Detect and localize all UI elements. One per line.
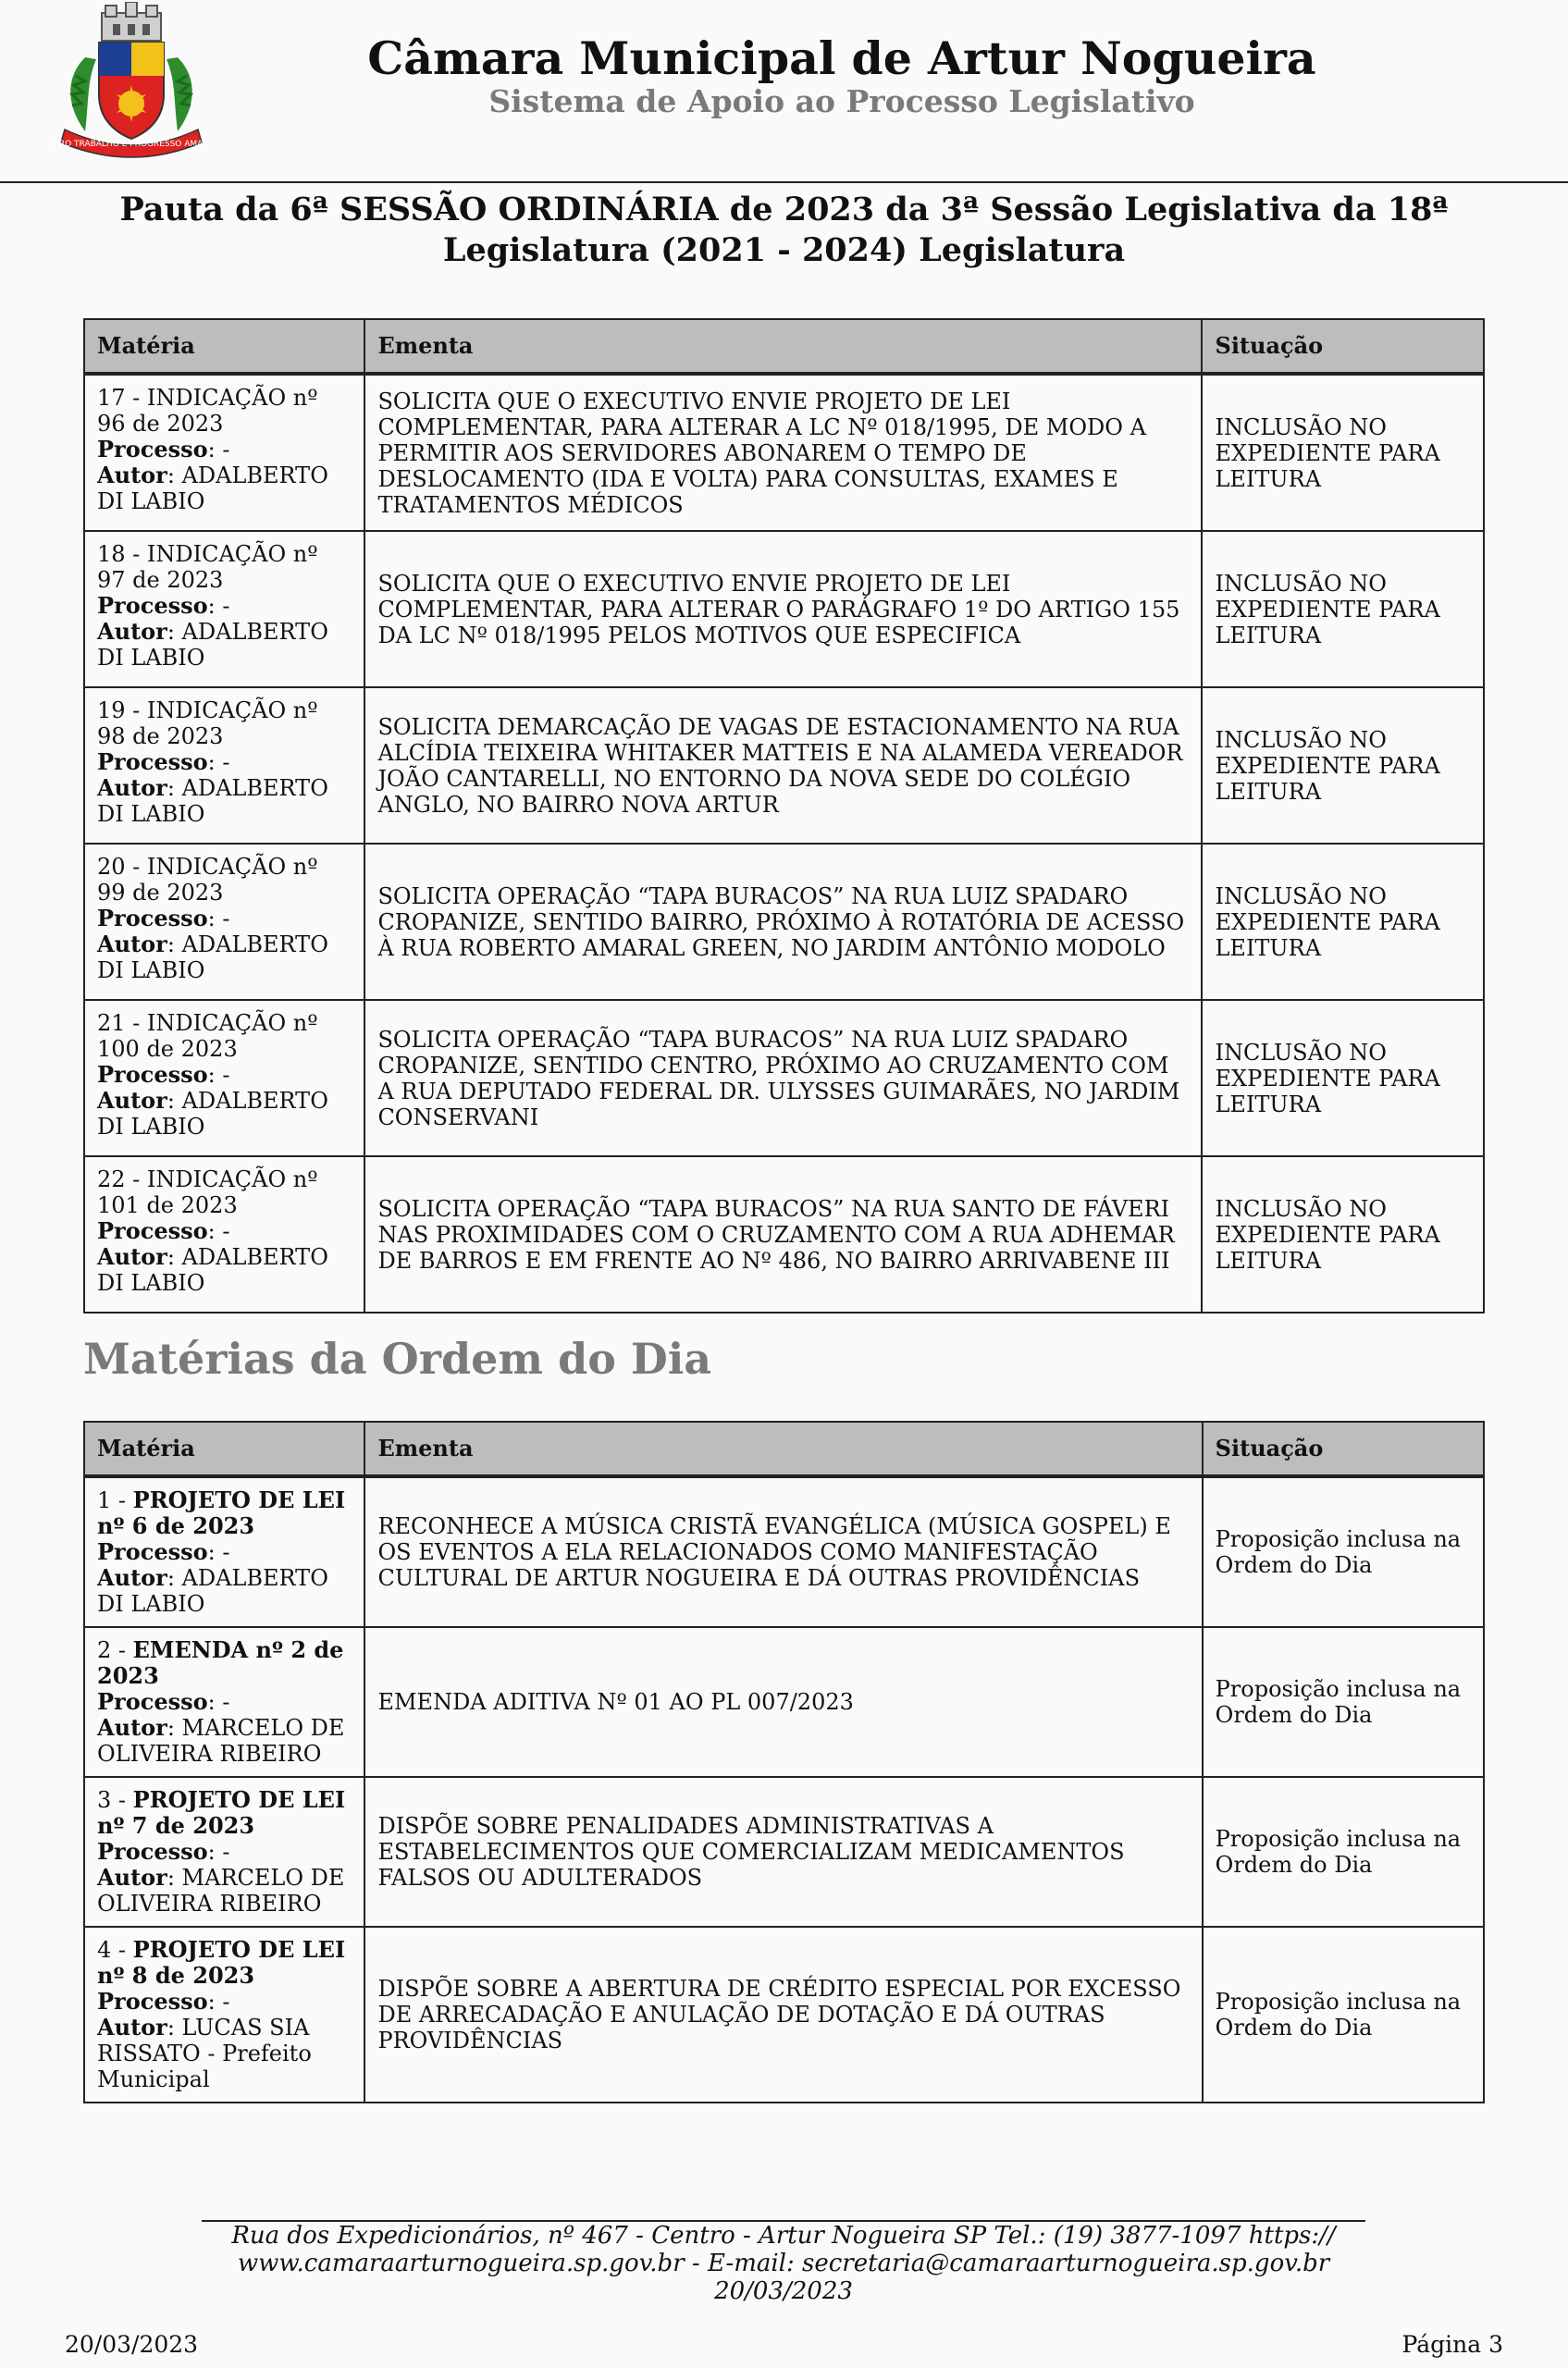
processo-value: - <box>222 1989 230 2015</box>
processo-value: - <box>222 1062 230 1088</box>
autor-value: LUCAS SIA RISSATO - Prefeito Municipal <box>97 2015 312 2092</box>
materia-number: 17 - INDICAÇÃO nº <box>97 385 318 411</box>
ementa-cell: SOLICITA OPERAÇÃO “TAPA BURACOS” NA RUA SANTO DE FÁVERI NAS PROXIMIDADES COM O CRUZAMENTO COM A RUA ADHEMAR DE BARROS E EM FRENTE AO Nº 486, NO BAIRRO ARRIVABENE III <box>364 1156 1202 1313</box>
ementa-cell: RECONHECE A MÚSICA CRISTÃ EVANGÉLICA (MÚSICA GOSPEL) E OS EVENTOS A ELA RELACIONADOS COMO MANIFESTAÇÃO CULTURAL DE ARTUR NOGUEIRA E DÁ OUTRAS PROVIDÊNCIAS <box>364 1476 1202 1627</box>
autor-label: Autor <box>97 1087 167 1114</box>
materia-year: 100 de 2023 <box>97 1036 238 1062</box>
autor-label: Autor <box>97 618 167 645</box>
ementa-cell: DISPÕE SOBRE PENALIDADES ADMINISTRATIVAS A ESTABELECIMENTOS QUE COMERCIALIZAM MEDICAMENTOS FALSOS OU ADULTERADOS <box>364 1777 1202 1927</box>
footer-address-line-2: www.camaraarturnogueira.sp.gov.br - E-mail: secretaria@camaraarturnogueira.sp.gov.br <box>237 2250 1330 2277</box>
autor-value: ADALBERTO DI LABIO <box>97 1244 328 1296</box>
ementa-cell: EMENDA ADITIVA Nº 01 AO PL 007/2023 <box>364 1627 1202 1777</box>
table-header-row <box>84 1422 1484 1476</box>
materia-title: EMENDA nº 2 de 2023 <box>97 1636 344 1689</box>
autor-value: ADALBERTO DI LABIO <box>97 619 328 671</box>
footer-address <box>202 2222 1365 2305</box>
materia-number: 3 - <box>97 1787 133 1813</box>
table-row <box>84 531 1484 687</box>
processo-value: - <box>222 593 230 619</box>
materia-title: PROJETO DE LEI nº 8 de 2023 <box>97 1936 346 1989</box>
materia-number: 20 - INDICAÇÃO nº <box>97 854 318 880</box>
autor-value: MARCELO DE OLIVEIRA RIBEIRO <box>97 1715 345 1767</box>
situacao-cell: Proposição inclusa na Ordem do Dia <box>1203 1627 1484 1777</box>
page-number: Página 3 <box>1401 2331 1503 2358</box>
processo-value: - <box>222 749 230 775</box>
materia-number: 21 - INDICAÇÃO nº <box>97 1010 318 1036</box>
materia-year: 101 de 2023 <box>97 1192 238 1218</box>
autor-value: ADALBERTO DI LABIO <box>97 931 328 983</box>
autor-label: Autor <box>97 1564 167 1591</box>
table-row <box>84 1627 1484 1777</box>
processo-label: Processo <box>97 592 208 619</box>
header-ementa: Ementa <box>364 319 1202 374</box>
materia-number: 19 - INDICAÇÃO nº <box>97 697 318 723</box>
page-header <box>0 0 1568 183</box>
autor-label: Autor <box>97 462 167 488</box>
header-situacao: Situação <box>1203 1422 1484 1476</box>
processo-value: - <box>222 1839 230 1865</box>
table-row <box>84 1777 1484 1927</box>
autor-label: Autor <box>97 1243 167 1270</box>
situacao-cell: INCLUSÃO NO EXPEDIENTE PARA LEITURA <box>1202 844 1484 1000</box>
materia-year: 98 de 2023 <box>97 723 224 749</box>
ementa-cell: SOLICITA OPERAÇÃO “TAPA BURACOS” NA RUA LUIZ SPADARO CROPANIZE, SENTIDO CENTRO, PRÓXIMO AO CRUZAMENTO COM A RUA DEPUTADO FEDERAL DR. ULYSSES GUIMARÃES, NO JARDIM CONSERVANI <box>364 1000 1202 1156</box>
org-name: Câmara Municipal de Artur Nogueira <box>367 31 1316 85</box>
processo-label: Processo <box>97 748 208 775</box>
autor-value: ADALBERTO DI LABIO <box>97 775 328 827</box>
materia-cell: 4 - PROJETO DE LEI nº 8 de 2023 Processo: - Autor: LUCAS SIA RISSATO - Prefeito Municipal <box>84 1927 364 2103</box>
materia-cell: 19 - INDICAÇÃO nº 98 de 2023 Processo: - Autor: ADALBERTO DI LABIO <box>84 687 364 844</box>
ordem-do-dia-table <box>83 1421 1485 2103</box>
autor-label: Autor <box>97 931 167 957</box>
table-row <box>84 1927 1484 2103</box>
processo-label: Processo <box>97 1217 208 1244</box>
materia-cell: 22 - INDICAÇÃO nº 101 de 2023 Processo: - Autor: ADALBERTO DI LABIO <box>84 1156 364 1313</box>
autor-label: Autor <box>97 1714 167 1741</box>
processo-label: Processo <box>97 1061 208 1088</box>
materia-year: 96 de 2023 <box>97 411 224 437</box>
situacao-cell: INCLUSÃO NO EXPEDIENTE PARA LEITURA <box>1202 1000 1484 1156</box>
materia-year: 99 de 2023 <box>97 880 224 906</box>
ementa-cell: SOLICITA QUE O EXECUTIVO ENVIE PROJETO DE LEI COMPLEMENTAR, PARA ALTERAR A LC Nº 018/1995, DE MODO A PERMITIR AOS SERVIDORES ABONAREM O TEMPO DE DESLOCAMENTO (IDA E VOLTA) PARA CONSULTAS, EXAMES E TRATAMENTOS MÉDICOS <box>364 374 1202 531</box>
materia-title: PROJETO DE LEI nº 7 de 2023 <box>97 1786 346 1839</box>
autor-value: ADALBERTO DI LABIO <box>97 1088 328 1140</box>
autor-value: MARCELO DE OLIVEIRA RIBEIRO <box>97 1865 345 1917</box>
processo-label: Processo <box>97 905 208 931</box>
table-row <box>84 687 1484 844</box>
processo-label: Processo <box>97 1838 208 1865</box>
header-materia: Matéria <box>84 319 364 374</box>
materia-cell: 2 - EMENDA nº 2 de 2023 Processo: - Autor: MARCELO DE OLIVEIRA RIBEIRO <box>84 1627 364 1777</box>
org-subtitle: Sistema de Apoio ao Processo Legislativo <box>488 83 1195 119</box>
autor-label: Autor <box>97 2014 167 2041</box>
materia-number: 22 - INDICAÇÃO nº <box>97 1166 318 1192</box>
table-row <box>84 1476 1484 1627</box>
materia-title: PROJETO DE LEI nº 6 de 2023 <box>97 1486 346 1539</box>
autor-label: Autor <box>97 1864 167 1891</box>
ementa-cell: SOLICITA DEMARCAÇÃO DE VAGAS DE ESTACIONAMENTO NA RUA ALCÍDIA TEIXEIRA WHITAKER MATTEIS E NA ALAMEDA VEREADOR JOÃO CANTARELLI, NO ENTORNO DA NOVA SEDE DO COLÉGIO ANGLO, NO BAIRRO NOVA ARTUR <box>364 687 1202 844</box>
header-ementa: Ementa <box>364 1422 1202 1476</box>
materia-year: 97 de 2023 <box>97 567 224 593</box>
processo-label: Processo <box>97 1988 208 2015</box>
footer-date-center: 20/03/2023 <box>714 2277 853 2305</box>
autor-value: ADALBERTO DI LABIO <box>97 462 328 514</box>
municipal-crest-icon <box>48 2 215 159</box>
table-header-row <box>84 319 1484 374</box>
processo-value: - <box>222 906 230 931</box>
crest-motto: PRO TRABALHO E PROGRESSO AMAR <box>54 140 209 149</box>
processo-value: - <box>222 437 230 462</box>
processo-label: Processo <box>97 436 208 462</box>
materia-cell: 18 - INDICAÇÃO nº 97 de 2023 Processo: - Autor: ADALBERTO DI LABIO <box>84 531 364 687</box>
situacao-cell: INCLUSÃO NO EXPEDIENTE PARA LEITURA <box>1202 687 1484 844</box>
materia-cell: 3 - PROJETO DE LEI nº 7 de 2023 Processo: - Autor: MARCELO DE OLIVEIRA RIBEIRO <box>84 1777 364 1927</box>
situacao-cell: INCLUSÃO NO EXPEDIENTE PARA LEITURA <box>1202 374 1484 531</box>
materia-cell: 21 - INDICAÇÃO nº 100 de 2023 Processo: - Autor: ADALBERTO DI LABIO <box>84 1000 364 1156</box>
situacao-cell: Proposição inclusa na Ordem do Dia <box>1203 1777 1484 1927</box>
table-row <box>84 374 1484 531</box>
autor-label: Autor <box>97 774 167 801</box>
materia-number: 1 - <box>97 1487 133 1513</box>
ementa-cell: DISPÕE SOBRE A ABERTURA DE CRÉDITO ESPECIAL POR EXCESSO DE ARRECADAÇÃO E ANULAÇÃO DE DOTAÇÃO E DÁ OUTRAS PROVIDÊNCIAS <box>364 1927 1202 2103</box>
autor-value: ADALBERTO DI LABIO <box>97 1565 328 1617</box>
situacao-cell: INCLUSÃO NO EXPEDIENTE PARA LEITURA <box>1202 1156 1484 1313</box>
materia-cell: 1 - PROJETO DE LEI nº 6 de 2023 Processo: - Autor: ADALBERTO DI LABIO <box>84 1476 364 1627</box>
materia-number: 2 - <box>97 1637 133 1663</box>
processo-label: Processo <box>97 1538 208 1565</box>
materia-cell: 20 - INDICAÇÃO nº 99 de 2023 Processo: - Autor: ADALBERTO DI LABIO <box>84 844 364 1000</box>
title-line-1: Pauta da 6ª SESSÃO ORDINÁRIA de 2023 da 3ª Sessão Legislativa da 18ª <box>119 191 1449 228</box>
header-situacao: Situação <box>1202 319 1484 374</box>
header-materia: Matéria <box>84 1422 364 1476</box>
materia-number: 4 - <box>97 1937 133 1963</box>
materia-number: 18 - INDICAÇÃO nº <box>97 541 318 567</box>
ordem-do-dia-heading: Matérias da Ordem do Dia <box>83 1334 712 1384</box>
materia-cell: 17 - INDICAÇÃO nº 96 de 2023 Processo: - Autor: ADALBERTO DI LABIO <box>84 374 364 531</box>
situacao-cell: Proposição inclusa na Ordem do Dia <box>1203 1476 1484 1627</box>
expediente-table <box>83 318 1485 1314</box>
document-title <box>83 190 1485 271</box>
processo-value: - <box>222 1218 230 1244</box>
table-row <box>84 1156 1484 1313</box>
processo-value: - <box>222 1689 230 1715</box>
footer-date: 20/03/2023 <box>65 2331 199 2358</box>
situacao-cell: Proposição inclusa na Ordem do Dia <box>1203 1927 1484 2103</box>
footer-address-line-1: Rua dos Expedicionários, nº 467 - Centro - Artur Nogueira SP Tel.: (19) 3877-1097 https:// <box>231 2222 1336 2250</box>
table-row <box>84 1000 1484 1156</box>
processo-label: Processo <box>97 1688 208 1715</box>
table-row <box>84 844 1484 1000</box>
processo-value: - <box>222 1539 230 1565</box>
situacao-cell: INCLUSÃO NO EXPEDIENTE PARA LEITURA <box>1202 531 1484 687</box>
title-line-2: Legislatura (2021 - 2024) Legislatura <box>442 231 1126 269</box>
ementa-cell: SOLICITA OPERAÇÃO “TAPA BURACOS” NA RUA LUIZ SPADARO CROPANIZE, SENTIDO BAIRRO, PRÓXIMO À ROTATÓRIA DE ACESSO À RUA ROBERTO AMARAL GREEN, NO JARDIM ANTÔNIO MODOLO <box>364 844 1202 1000</box>
ementa-cell: SOLICITA QUE O EXECUTIVO ENVIE PROJETO DE LEI COMPLEMENTAR, PARA ALTERAR O PARÁGRAFO 1º DO ARTIGO 155 DA LC Nº 018/1995 PELOS MOTIVOS QUE ESPECIFICA <box>364 531 1202 687</box>
